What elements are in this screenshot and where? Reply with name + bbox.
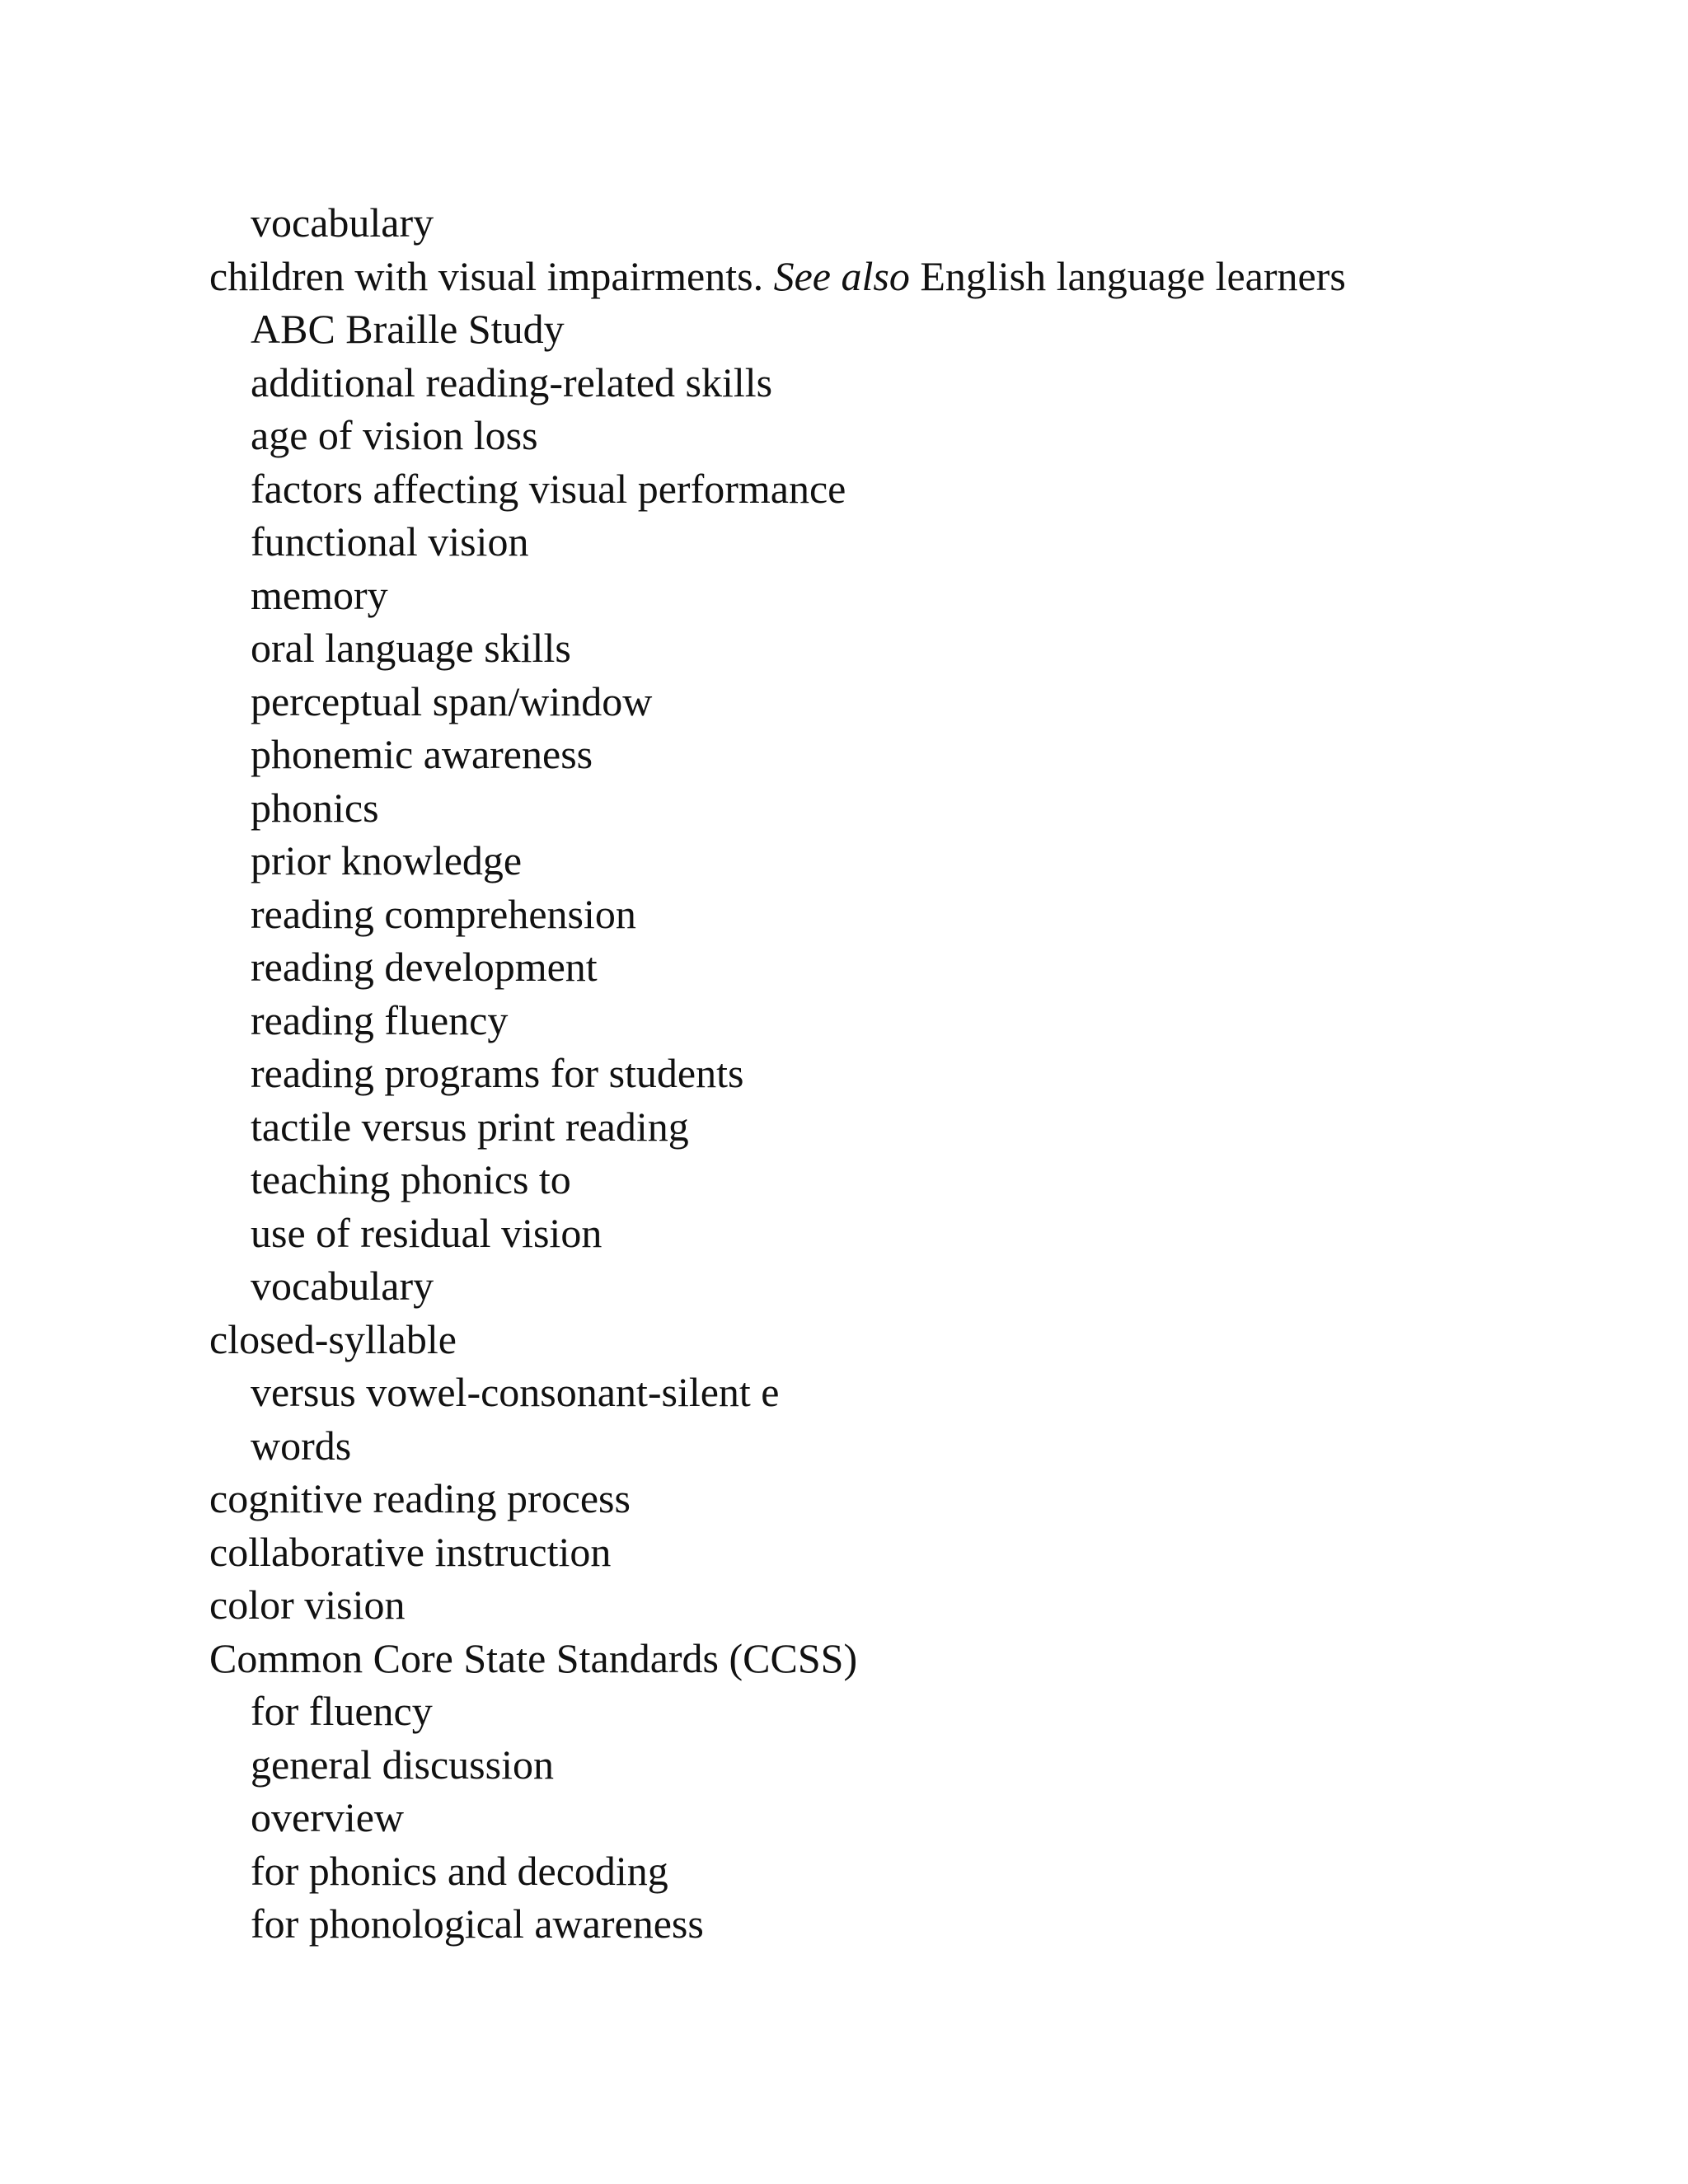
see-also-label: See also xyxy=(773,252,910,299)
index-subentry: additional reading-related skills xyxy=(251,359,773,405)
index-subentry: reading development xyxy=(251,944,598,990)
index-subentry: reading programs for students xyxy=(251,1050,744,1096)
index-main-entry: color vision xyxy=(209,1582,406,1628)
index-main-entry: cognitive reading process xyxy=(209,1475,631,1521)
index-subentry: oral language skills xyxy=(251,625,571,671)
see-also-target: English language learners xyxy=(920,252,1346,299)
index-main-entry: children with visual impairments. See also English language learners xyxy=(209,252,1346,299)
index-subentry: general discussion xyxy=(251,1741,554,1788)
index-subentry: use of residual vision xyxy=(251,1209,603,1256)
index-subentry: prior knowledge xyxy=(251,837,523,883)
index-subentry: memory xyxy=(251,571,388,618)
index-main-entry: collaborative instruction xyxy=(209,1528,612,1575)
index-subentry: tactile versus print reading xyxy=(251,1103,689,1150)
index-subentry: versus vowel-consonant-silent e xyxy=(251,1369,780,1415)
index-subentry: phonemic awareness xyxy=(251,731,593,777)
index-main-entry: Common Core State Standards (CCSS) xyxy=(209,1634,858,1681)
index-subentry: functional vision xyxy=(251,518,529,565)
index-subentry: words xyxy=(251,1422,352,1469)
index-subentry: phonics xyxy=(251,784,379,831)
index-subentry: for phonics and decoding xyxy=(251,1847,668,1894)
index-main-entry: closed-syllable xyxy=(209,1315,457,1362)
index-subentry: reading fluency xyxy=(251,996,509,1043)
index-subentry: vocabulary xyxy=(251,199,434,246)
index-subentry: for phonological awareness xyxy=(251,1900,704,1947)
index-subentry: teaching phonics to xyxy=(251,1156,571,1202)
index-subentry: perceptual span/window xyxy=(251,677,653,724)
index-subentry: age of vision loss xyxy=(251,412,538,458)
index-subentry: overview xyxy=(251,1794,405,1840)
index-subentry: for fluency xyxy=(251,1688,433,1734)
index-subentry: reading comprehension xyxy=(251,890,636,937)
index-entry-list xyxy=(209,196,1346,1951)
index-subentry: vocabulary xyxy=(251,1263,434,1309)
index-subentry: ABC Braille Study xyxy=(251,306,565,352)
index-subentry: factors affecting visual performance xyxy=(251,465,846,512)
